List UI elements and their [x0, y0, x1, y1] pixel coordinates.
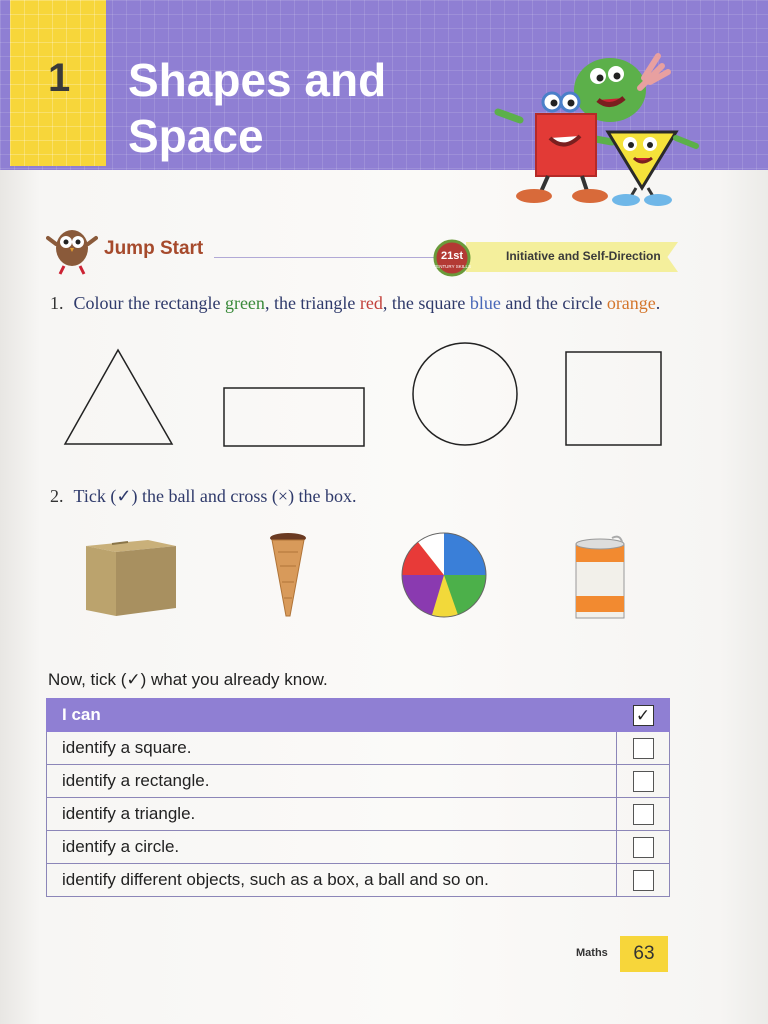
owl-icon	[46, 220, 98, 276]
century-skills-badge	[432, 238, 482, 278]
ice-cream-cone-image[interactable]	[268, 532, 308, 620]
q2-text-part: ) the ball and cross (	[131, 486, 278, 506]
self-check-row-label: identify a triangle.	[47, 798, 617, 831]
chapter-title-line2: Space	[128, 110, 264, 162]
beach-ball-image[interactable]	[398, 530, 490, 620]
cardboard-box-image[interactable]	[82, 532, 180, 620]
q1-text-part: , the square	[382, 293, 470, 313]
jump-start-divider	[214, 257, 434, 258]
shape-mascots-illustration	[490, 48, 710, 208]
self-check-header-label: I can	[47, 699, 617, 732]
jump-start-title: Jump Start	[104, 238, 204, 259]
triangle-mascot	[608, 132, 696, 206]
drum-image[interactable]	[572, 534, 628, 622]
badge-bottom-text: CENTURY SKILLS	[432, 264, 472, 269]
page-number: 63	[620, 936, 668, 972]
q1-text-part: .	[655, 293, 661, 313]
badge-top-text: 21st	[440, 250, 464, 262]
chapter-title	[128, 52, 448, 164]
question-1-number: 1.	[50, 293, 64, 313]
row-checkbox[interactable]	[633, 771, 654, 792]
q1-color-red: red	[359, 293, 383, 313]
row-checkbox[interactable]	[633, 804, 654, 825]
circle-mascot	[574, 56, 668, 122]
skill-label: Initiative and Self-Direction	[506, 249, 661, 263]
row-checkbox[interactable]	[633, 870, 654, 891]
table-row	[47, 732, 670, 765]
table-row	[47, 765, 670, 798]
jump-start-row	[46, 220, 686, 280]
self-check-header-row	[47, 699, 670, 732]
table-row	[47, 798, 670, 831]
table-row	[47, 831, 670, 864]
self-check-row-label: identify a rectangle.	[47, 765, 617, 798]
question-2	[50, 483, 670, 509]
q1-color-blue: blue	[469, 293, 501, 313]
self-check-intro: Now, tick (✓) what you already know.	[48, 670, 328, 689]
question-2-number: 2.	[50, 486, 64, 506]
self-check-row-label: identify different objects, such as a box, a ball and so on.	[47, 864, 617, 897]
q1-color-orange: orange	[606, 293, 656, 313]
self-check-row-label: identify a square.	[47, 732, 617, 765]
q1-text-part: Colour the rectangle	[73, 293, 225, 313]
square-outline[interactable]	[564, 350, 664, 448]
q2-text-part: ) the box.	[288, 486, 357, 506]
row-checkbox[interactable]	[633, 738, 654, 759]
circle-outline[interactable]	[410, 340, 520, 448]
table-row	[47, 864, 670, 897]
q1-color-green: green	[224, 293, 265, 313]
chapter-number: 1	[48, 56, 71, 100]
q2-text-part: Tick (	[73, 486, 117, 506]
row-checkbox[interactable]	[633, 837, 654, 858]
q1-text-part: and the circle	[500, 293, 607, 313]
header-checkbox[interactable]: ✓	[633, 705, 654, 726]
self-check-row-label: identify a circle.	[47, 831, 617, 864]
subject-label: Maths	[576, 947, 608, 959]
self-check-table	[46, 698, 670, 897]
rectangle-outline[interactable]	[222, 386, 366, 448]
tick-symbol: ✓	[116, 486, 132, 506]
triangle-outline[interactable]	[62, 346, 176, 448]
question-1	[50, 290, 670, 316]
q1-text-part: , the triangle	[264, 293, 360, 313]
cross-symbol: ×	[277, 486, 289, 506]
chapter-title-line1: Shapes and	[128, 54, 387, 106]
